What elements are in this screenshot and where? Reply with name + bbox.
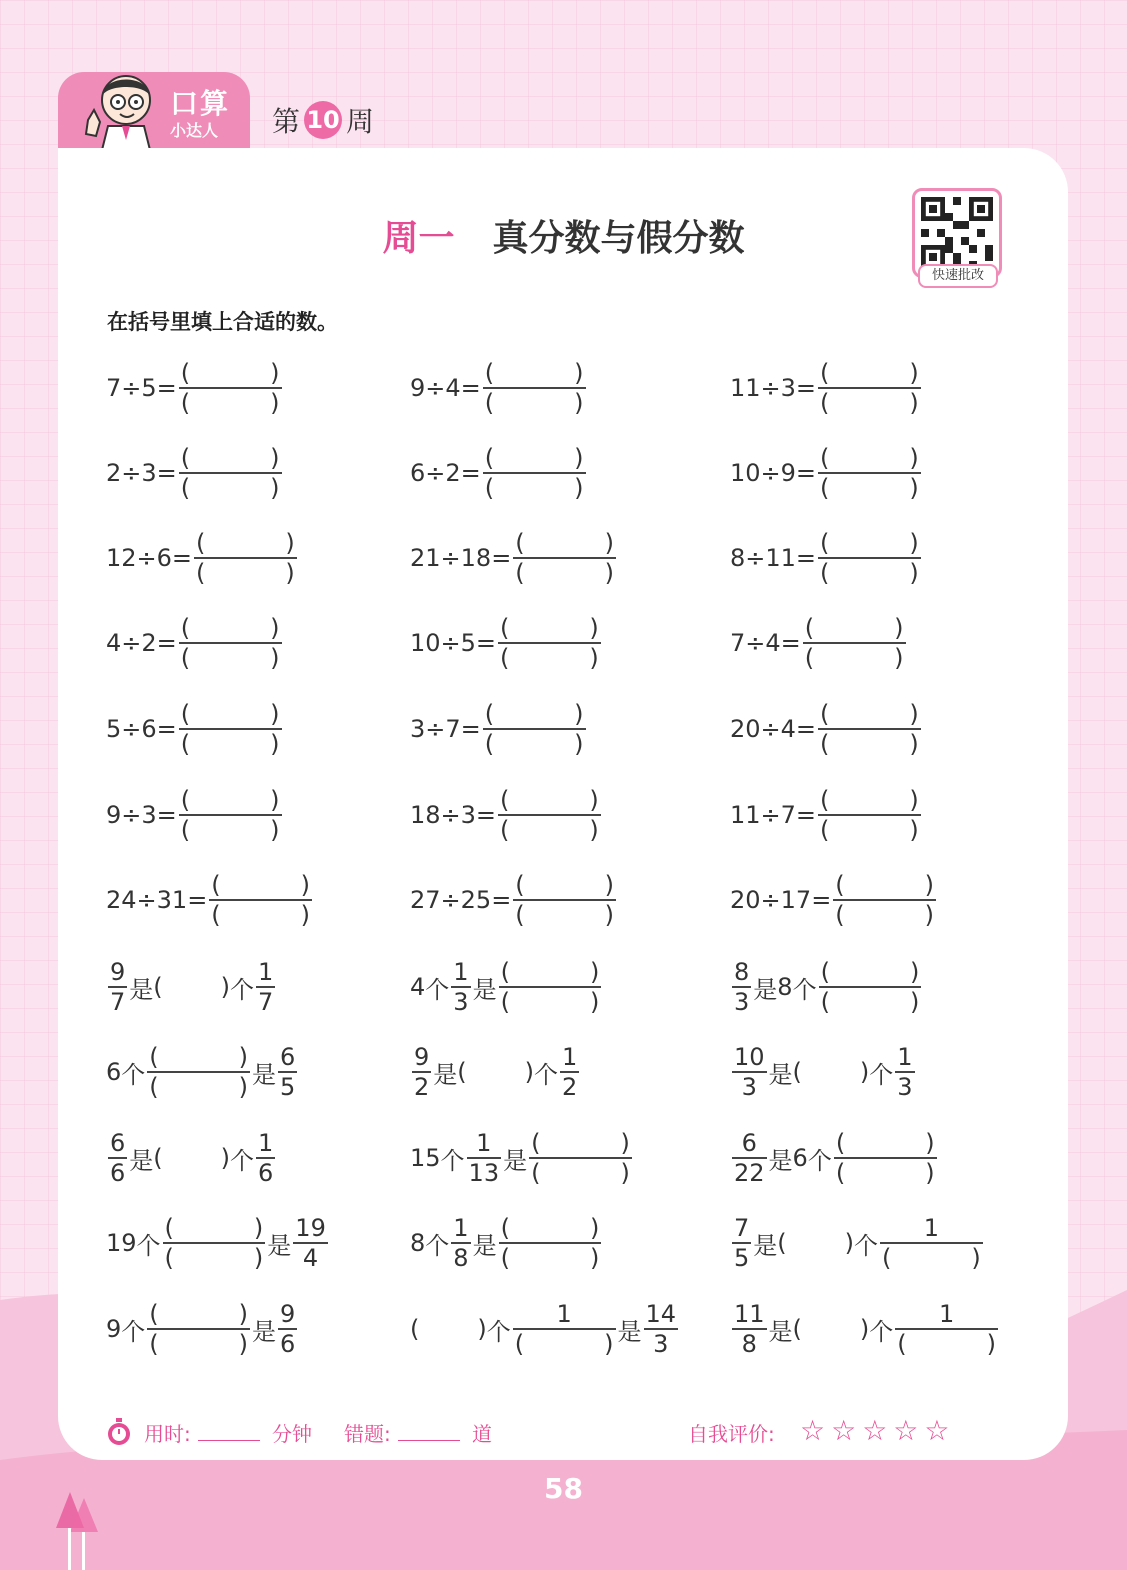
problem[interactable]: 27÷25= $\frac{( )}{( )}$ — [410, 871, 615, 929]
problem[interactable]: 9 个 $\frac{( )}{( )}$ 是 $\frac{9}{6}$ — [106, 1300, 296, 1358]
problem[interactable]: 11÷7= $\frac{( )}{( )}$ — [730, 786, 919, 844]
eval-label: 自我评价: — [688, 1422, 775, 1446]
badge-title: 口算 — [170, 87, 231, 120]
problem[interactable]: 15 个 $\frac{1}{13}$ 是 $\frac{( )}{( )}$ — [410, 1129, 630, 1187]
problem[interactable]: 9÷4= $\frac{( )}{( )}$ — [410, 359, 584, 417]
problem[interactable]: $\frac{9}{2}$ 是 ( ) 个 $\frac{1}{2}$ — [414, 1043, 578, 1101]
problem[interactable]: 3÷7= $\frac{( )}{( )}$ — [410, 700, 584, 758]
problem[interactable]: 11÷3= $\frac{( )}{( )}$ — [730, 359, 919, 417]
qr-caption: 快速批改 — [918, 264, 998, 288]
problem[interactable]: 7÷5= $\frac{( )}{( )}$ — [106, 359, 280, 417]
time-input[interactable] — [198, 1418, 260, 1441]
rating-stars[interactable]: ☆☆☆☆☆ — [800, 1414, 956, 1447]
title-topic: 真分数与假分数 — [492, 218, 745, 259]
problem[interactable]: 20÷17= $\frac{( )}{( )}$ — [730, 871, 935, 929]
problem[interactable]: 10÷5= $\frac{( )}{( )}$ — [410, 614, 599, 672]
problem[interactable]: 6÷2= $\frac{( )}{( )}$ — [410, 444, 584, 502]
problem[interactable]: 6 个 $\frac{( )}{( )}$ 是 $\frac{6}{5}$ — [106, 1043, 296, 1101]
problem[interactable]: 4 个 $\frac{1}{3}$ 是 $\frac{( )}{( )}$ — [410, 958, 600, 1016]
problem[interactable]: $\frac{9}{7}$ 是 ( ) 个 $\frac{1}{7}$ — [110, 958, 274, 1016]
problem[interactable]: 8÷11= $\frac{( )}{( )}$ — [730, 529, 919, 587]
minute-unit: 分钟 — [272, 1422, 312, 1446]
qr-pattern — [921, 197, 993, 269]
problem[interactable]: $\frac{10}{3}$ 是 ( ) 个 $\frac{1}{3}$ — [734, 1043, 913, 1101]
footer — [0, 1414, 1127, 1448]
problem[interactable]: 5÷6= $\frac{( )}{( )}$ — [106, 700, 280, 758]
stopwatch-icon — [106, 1418, 132, 1446]
problem[interactable]: 24÷31= $\frac{( )}{( )}$ — [106, 871, 311, 929]
problem[interactable]: $\frac{6}{6}$ 是 ( ) 个 $\frac{1}{6}$ — [110, 1129, 274, 1187]
problem[interactable]: 2÷3= $\frac{( )}{( )}$ — [106, 444, 280, 502]
wrong-unit: 道 — [472, 1422, 492, 1446]
problem[interactable]: 12÷6= $\frac{( )}{( )}$ — [106, 529, 295, 587]
problem[interactable]: ( ) 个 $\frac{1}{( )}$ 是 $\frac{14}{3}$ — [410, 1300, 677, 1358]
problem[interactable]: 10÷9= $\frac{( )}{( )}$ — [730, 444, 919, 502]
problem[interactable]: 9÷3= $\frac{( )}{( )}$ — [106, 786, 280, 844]
problem[interactable]: 8 个 $\frac{1}{8}$ 是 $\frac{( )}{( )}$ — [410, 1214, 600, 1272]
mascot-illustration — [78, 70, 168, 150]
wrong-label: 错题: — [344, 1422, 391, 1446]
problem[interactable]: 4÷2= $\frac{( )}{( )}$ — [106, 614, 280, 672]
problem[interactable]: 18÷3= $\frac{( )}{( )}$ — [410, 786, 599, 844]
time-label: 用时: — [144, 1422, 191, 1446]
problem[interactable]: $\frac{7}{5}$ 是 ( ) 个 $\frac{1}{( )}$ — [734, 1214, 981, 1272]
wrong-input[interactable] — [398, 1418, 460, 1441]
problem[interactable]: $\frac{8}{3}$ 是 8 个 $\frac{( )}{( )}$ — [734, 958, 920, 1016]
tree-decoration — [54, 1492, 98, 1570]
title-day: 周一 — [382, 218, 455, 259]
problem[interactable]: 20÷4= $\frac{( )}{( )}$ — [730, 700, 919, 758]
problem[interactable]: 21÷18= $\frac{( )}{( )}$ — [410, 529, 615, 587]
week-label: 第 10 周 — [272, 100, 374, 140]
badge-subtitle: 小达人 — [170, 121, 219, 140]
problem[interactable]: $\frac{11}{8}$ 是 ( ) 个 $\frac{1}{( )}$ — [734, 1300, 997, 1358]
page-number: 58 — [544, 1472, 583, 1505]
problem[interactable]: 19 个 $\frac{( )}{( )}$ 是 $\frac{19}{4}$ — [106, 1214, 326, 1272]
problem[interactable]: 7÷4= $\frac{( )}{( )}$ — [730, 614, 904, 672]
week-number: 10 — [304, 101, 342, 139]
problem[interactable]: $\frac{6}{22}$ 是 6 个 $\frac{( )}{( )}$ — [734, 1129, 935, 1187]
instruction: 在括号里填上合适的数。 — [107, 310, 338, 334]
